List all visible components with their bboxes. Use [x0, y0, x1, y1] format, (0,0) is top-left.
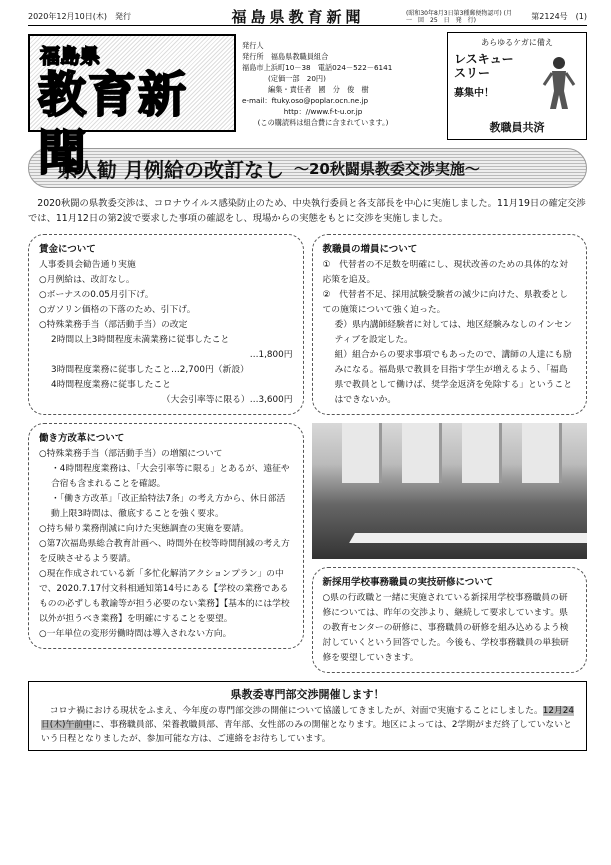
reform-item: ○持ち帰り業務削減に向けた実態調査の実施を要請。 — [39, 524, 250, 534]
insurance-ad — [447, 32, 587, 140]
paper-name: 福島県教育新聞 — [231, 8, 365, 26]
staff-title: 教職員の増員について — [322, 244, 418, 255]
allowance-4h-value: （大会引率等に限る）…3,600円 — [161, 395, 293, 405]
logo-title: 教育新聞 — [38, 67, 189, 181]
article-columns — [28, 234, 587, 673]
ad-brand: 教職員共済 — [489, 121, 545, 134]
reform-title: 働き方改革について — [39, 433, 125, 444]
wage-line: ○ボーナスの0.05月引下げ。 — [39, 290, 154, 300]
ad-product: レスキュー スリー — [454, 52, 514, 80]
ad-recruiting: 募集中！ — [454, 88, 494, 99]
right-column — [312, 234, 588, 673]
allowance-3h: 3時間程度業務に従事したこと…2,700円（新設） — [51, 365, 249, 375]
union-response: 組）組合からの要求事項でもあったので、講師の人達にも励みになる。福島県で教員を目指す学生が増えるよう、「福島県で教員として働けば、奨学金返済を免除する」ということはできないか。 — [334, 350, 573, 405]
wage-line: ○特殊業務手当（部活動手当）の改定 — [39, 320, 188, 330]
lead-paragraph: 2020秋闘の県教委交渉は、コロナウイルス感染防止のため、中央執行委員と各支部長を中心に実施しました。11月19日の確定交渉では、11月12日の第2波で要求した事項の確認をし、現場からの実態をもとに交渉を実施しました。 — [28, 198, 586, 224]
wage-title: 賃金について — [39, 244, 96, 255]
work-reform-section — [28, 423, 304, 649]
logo-prefecture: 福島県 — [40, 44, 100, 68]
staff-increase-section — [312, 234, 588, 415]
wage-line: 人事委員会勧告通り実施 — [39, 260, 136, 270]
top-info-bar — [28, 8, 587, 26]
website-link[interactable]: http：//www.f-t-u.or.jp — [283, 107, 363, 116]
editor: 編集・責任者 國 分 俊 樹 — [268, 85, 369, 94]
training-title: 新採用学校事務職員の実技研修について — [322, 577, 494, 588]
email: e-mail：ftuky.oso@poplar.ocn.ne.jp — [242, 96, 369, 105]
allowance-2h: 2時間以上3時間程度未満業務に従事したこと — [51, 335, 230, 345]
notice-date: 12月24日(木)午前中 — [41, 706, 574, 730]
notice-body: コロナ禍における現状をふまえ、今年度の専門部交渉の開催について協議してきましたが、対面で実施することにしました。12月24日(木)午前中に、事務職員部、栄養教職員部、青年部、女性部のみの開催となります。地区によっては、2学期がまだ終了していないという日程となりましたが、参加可能な方は、ご連絡をお待ちしています。 — [41, 706, 574, 744]
price: (定価一部 20円) — [268, 74, 326, 83]
allowance-4h: 4時間程度業務に従事したこと — [51, 380, 171, 390]
subscription-note: (この購読料は組合費に含まれています。) — [257, 118, 389, 127]
reform-item: ○一年単位の変形労働時間は導入されない方向。 — [39, 629, 232, 639]
notice-title: 県教委専門部交渉開催します！ — [230, 688, 385, 701]
staff-point: ① 代替者の不足数を明確にし、現状改善のための具体的な対応策を追及。 — [322, 260, 568, 285]
publisher-info — [236, 30, 404, 142]
left-column — [28, 234, 304, 673]
reform-bullet: ・「働き方改革」「改正給特法7条」の考え方から、休日部活動上限3時間は、徹底することを強く要求。 — [51, 494, 286, 519]
headline-title: 県人勧 月例給の改訂なし — [57, 157, 284, 182]
ad-tagline: あらゆるケガに備え — [481, 38, 553, 47]
negotiation-photo — [312, 423, 588, 559]
reform-item: ○特殊業務手当（部活動手当）の増額について — [39, 449, 223, 459]
headline-subtitle: ～20秋闘県教委交渉実施～ — [293, 159, 480, 178]
board-response: 委）県内講師経験者に対しては、地区経験みなしのインセンティブを設定した。 — [334, 320, 573, 345]
publisher-name: 福島県教職員組合 — [270, 52, 329, 61]
ad-figure-icon — [542, 55, 576, 111]
publisher-office-label: 発行所 — [242, 52, 264, 61]
issue-date: 2020年12月10日(木) 発行 — [28, 12, 131, 21]
publisher-label: 発行人 — [242, 41, 264, 50]
wage-line: ○月例給は、改訂なし。 — [39, 275, 135, 285]
negotiation-notice — [28, 681, 587, 751]
reform-bullet: ・4時間程度業務は、「大会引率等に限る」とあるが、遠征や合宿も含まれることを確認。 — [51, 464, 290, 489]
staff-point: ② 代替者不足、採用試験受験者の減少に向けた、県教委としての施策について強く迫った。 — [322, 290, 568, 315]
issue-number: 第2124号 (1) — [531, 12, 587, 21]
reform-item: ○第7次福島県総合教育計画へ、時間外在校等時間削減の考え方を反映させるよう要請。 — [39, 539, 290, 564]
publisher-address: 福島市上浜町10－38 電話024－522－6141 — [242, 63, 393, 72]
registration-note: (昭和30年8月3日第3種郵便物認可) (月 一 回 25 日 発 行) — [406, 9, 519, 24]
wage-line: ○ガソリン価格の下落のため、引下げ。 — [39, 305, 196, 315]
training-body: ○県の行政職と一緒に実施されている新採用学校事務職員の研修については、昨年の交渉より、継続して要求しています。県の教育センターの研修に、事務職員の研修を組み込めるよう検討していくという回答でした。今後も、学校事務職員の単独研修を要望していきます。 — [322, 593, 569, 663]
reform-item: ○現在作成されている新「多忙化解消アクションプラン」の中で、2020.7.17付文科相通知第14号にある【学校の業務であるものの必ずしも教諭等が担う必要のない業務】【基本的には学校以外が担うべき業務】を明確にすることを要望。 — [39, 569, 290, 624]
wage-section — [28, 234, 304, 415]
training-section — [312, 567, 588, 673]
allowance-2h-value: …1,800円 — [249, 350, 293, 360]
